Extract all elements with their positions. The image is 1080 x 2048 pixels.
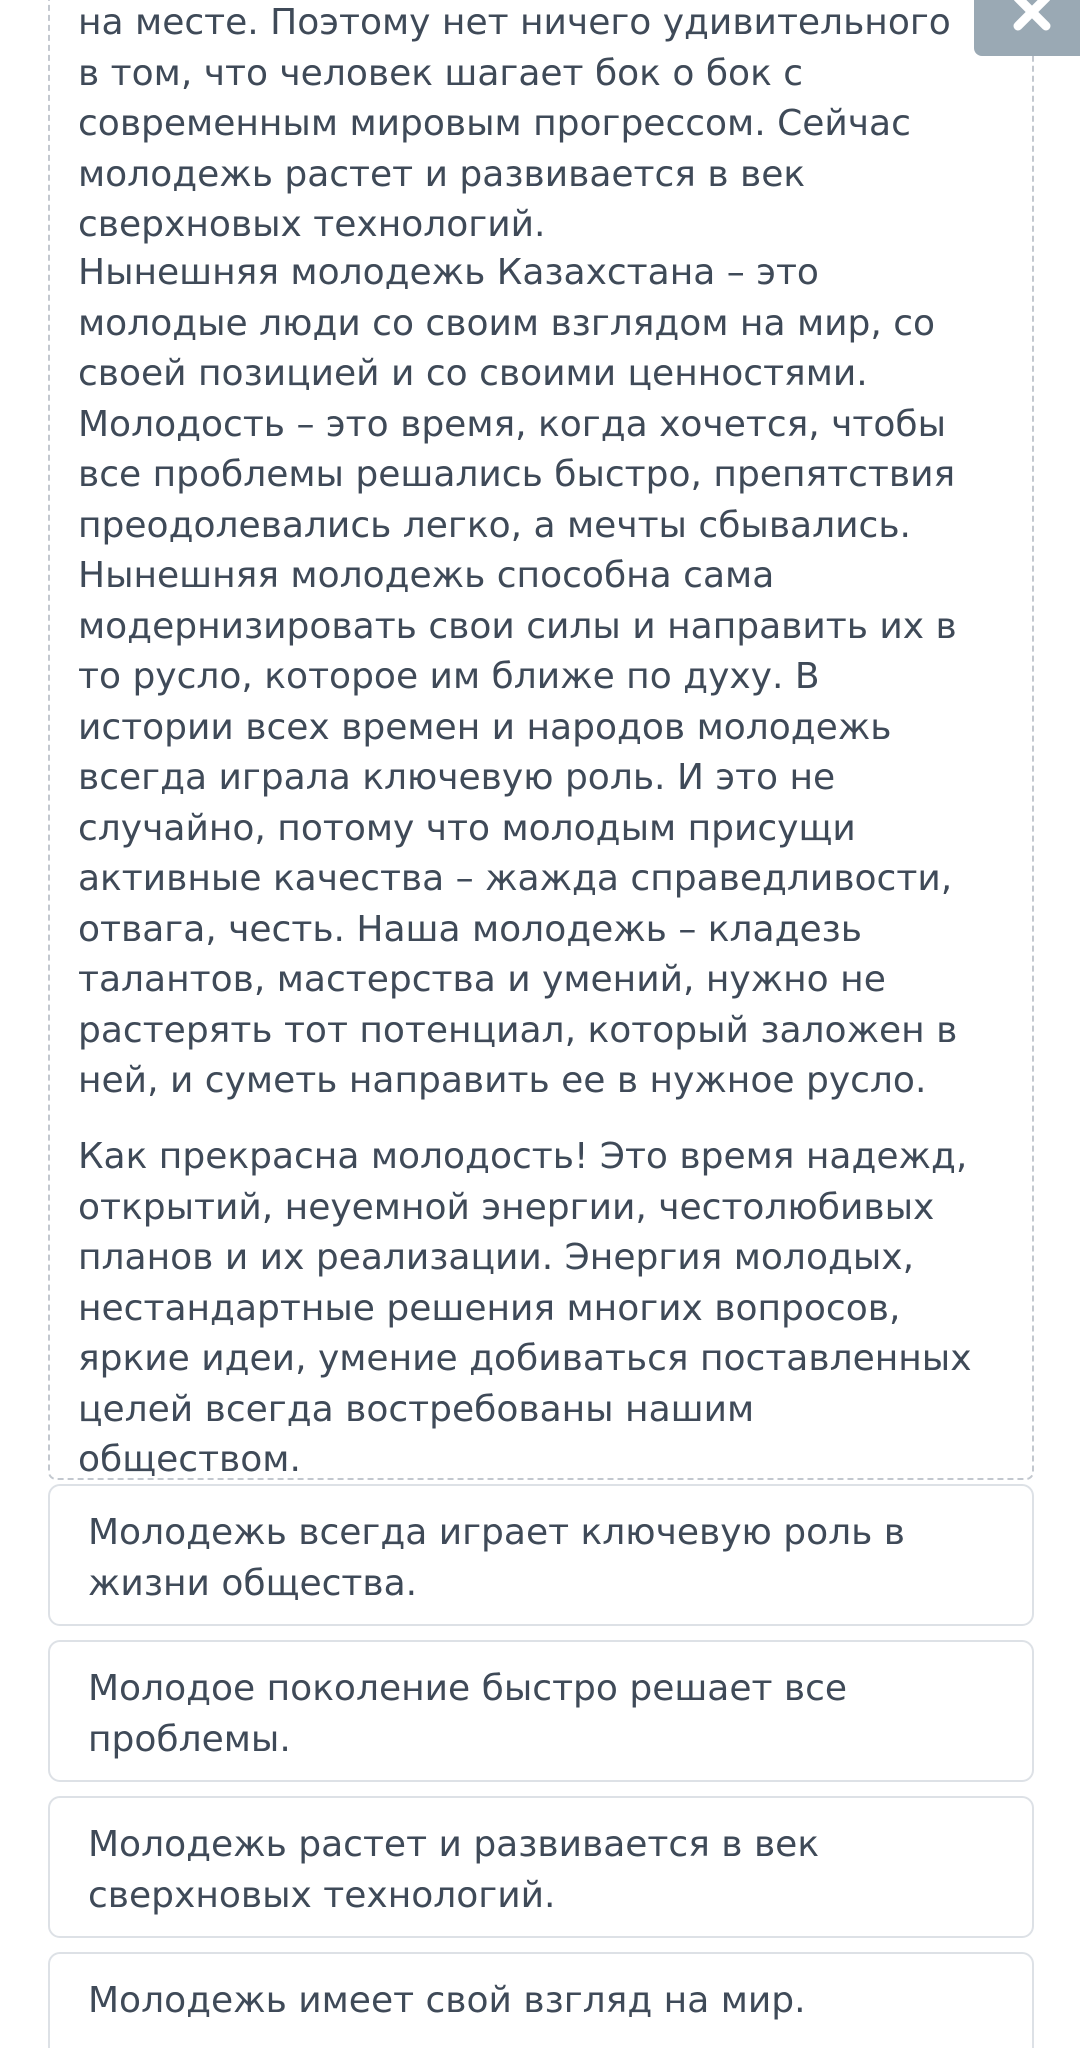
- close-button[interactable]: [974, 0, 1080, 56]
- answer-option-4[interactable]: Молодежь имеет свой взгляд на мир.: [48, 1952, 1034, 2048]
- close-icon: [1010, 0, 1054, 34]
- passage-paragraph-1: на месте. Поэтому нет ничего удивительного в том, что человек шагает бок о бок с современным мировым прогрессом. Сейчас молодежь растет и развивается в век сверхновых технологий.: [78, 2, 951, 245]
- reading-passage-box: [48, 0, 1034, 1480]
- passage-paragraph-3: Как прекрасна молодость! Это время надежд, открытий, неуемной энергии, честолюбивых планов и их реализации. Энергия молодых, нестандартные решения многих вопросов, яркие идеи, умение добиваться поставленных целей всегда востребованы нашим обществом.: [78, 1136, 972, 1480]
- answer-option-2[interactable]: Молодое поколение быстро решает все проблемы.: [48, 1640, 1034, 1782]
- answer-option-1[interactable]: Молодежь всегда играет ключевую роль в жизни общества.: [48, 1484, 1034, 1626]
- answer-option-3[interactable]: Молодежь растет и развивается в век сверхновых технологий.: [48, 1796, 1034, 1938]
- passage-paragraph-2: Нынешняя молодежь Казахстана – это молодые люди со своим взглядом на мир, со своей позицией и со своими ценностями. Молодость – это время, когда хочется, чтобы все проблемы решались быстро, препятствия преодолевались легко, а мечты сбывались. Нынешняя молодежь способна сама модернизировать свои силы и направить их в то русло, которое им ближе по духу. В истории всех времен и народов молодежь всегда играла ключевую роль. И это не случайно, потому что молодым присущи активные качества – жажда справедливости, отвага, честь. Наша молодежь – кладезь талантов, мастерства и умений, нужно не растерять тот потенциал, который заложен в ней, и суметь направить ее в нужное русло.: [78, 252, 958, 1101]
